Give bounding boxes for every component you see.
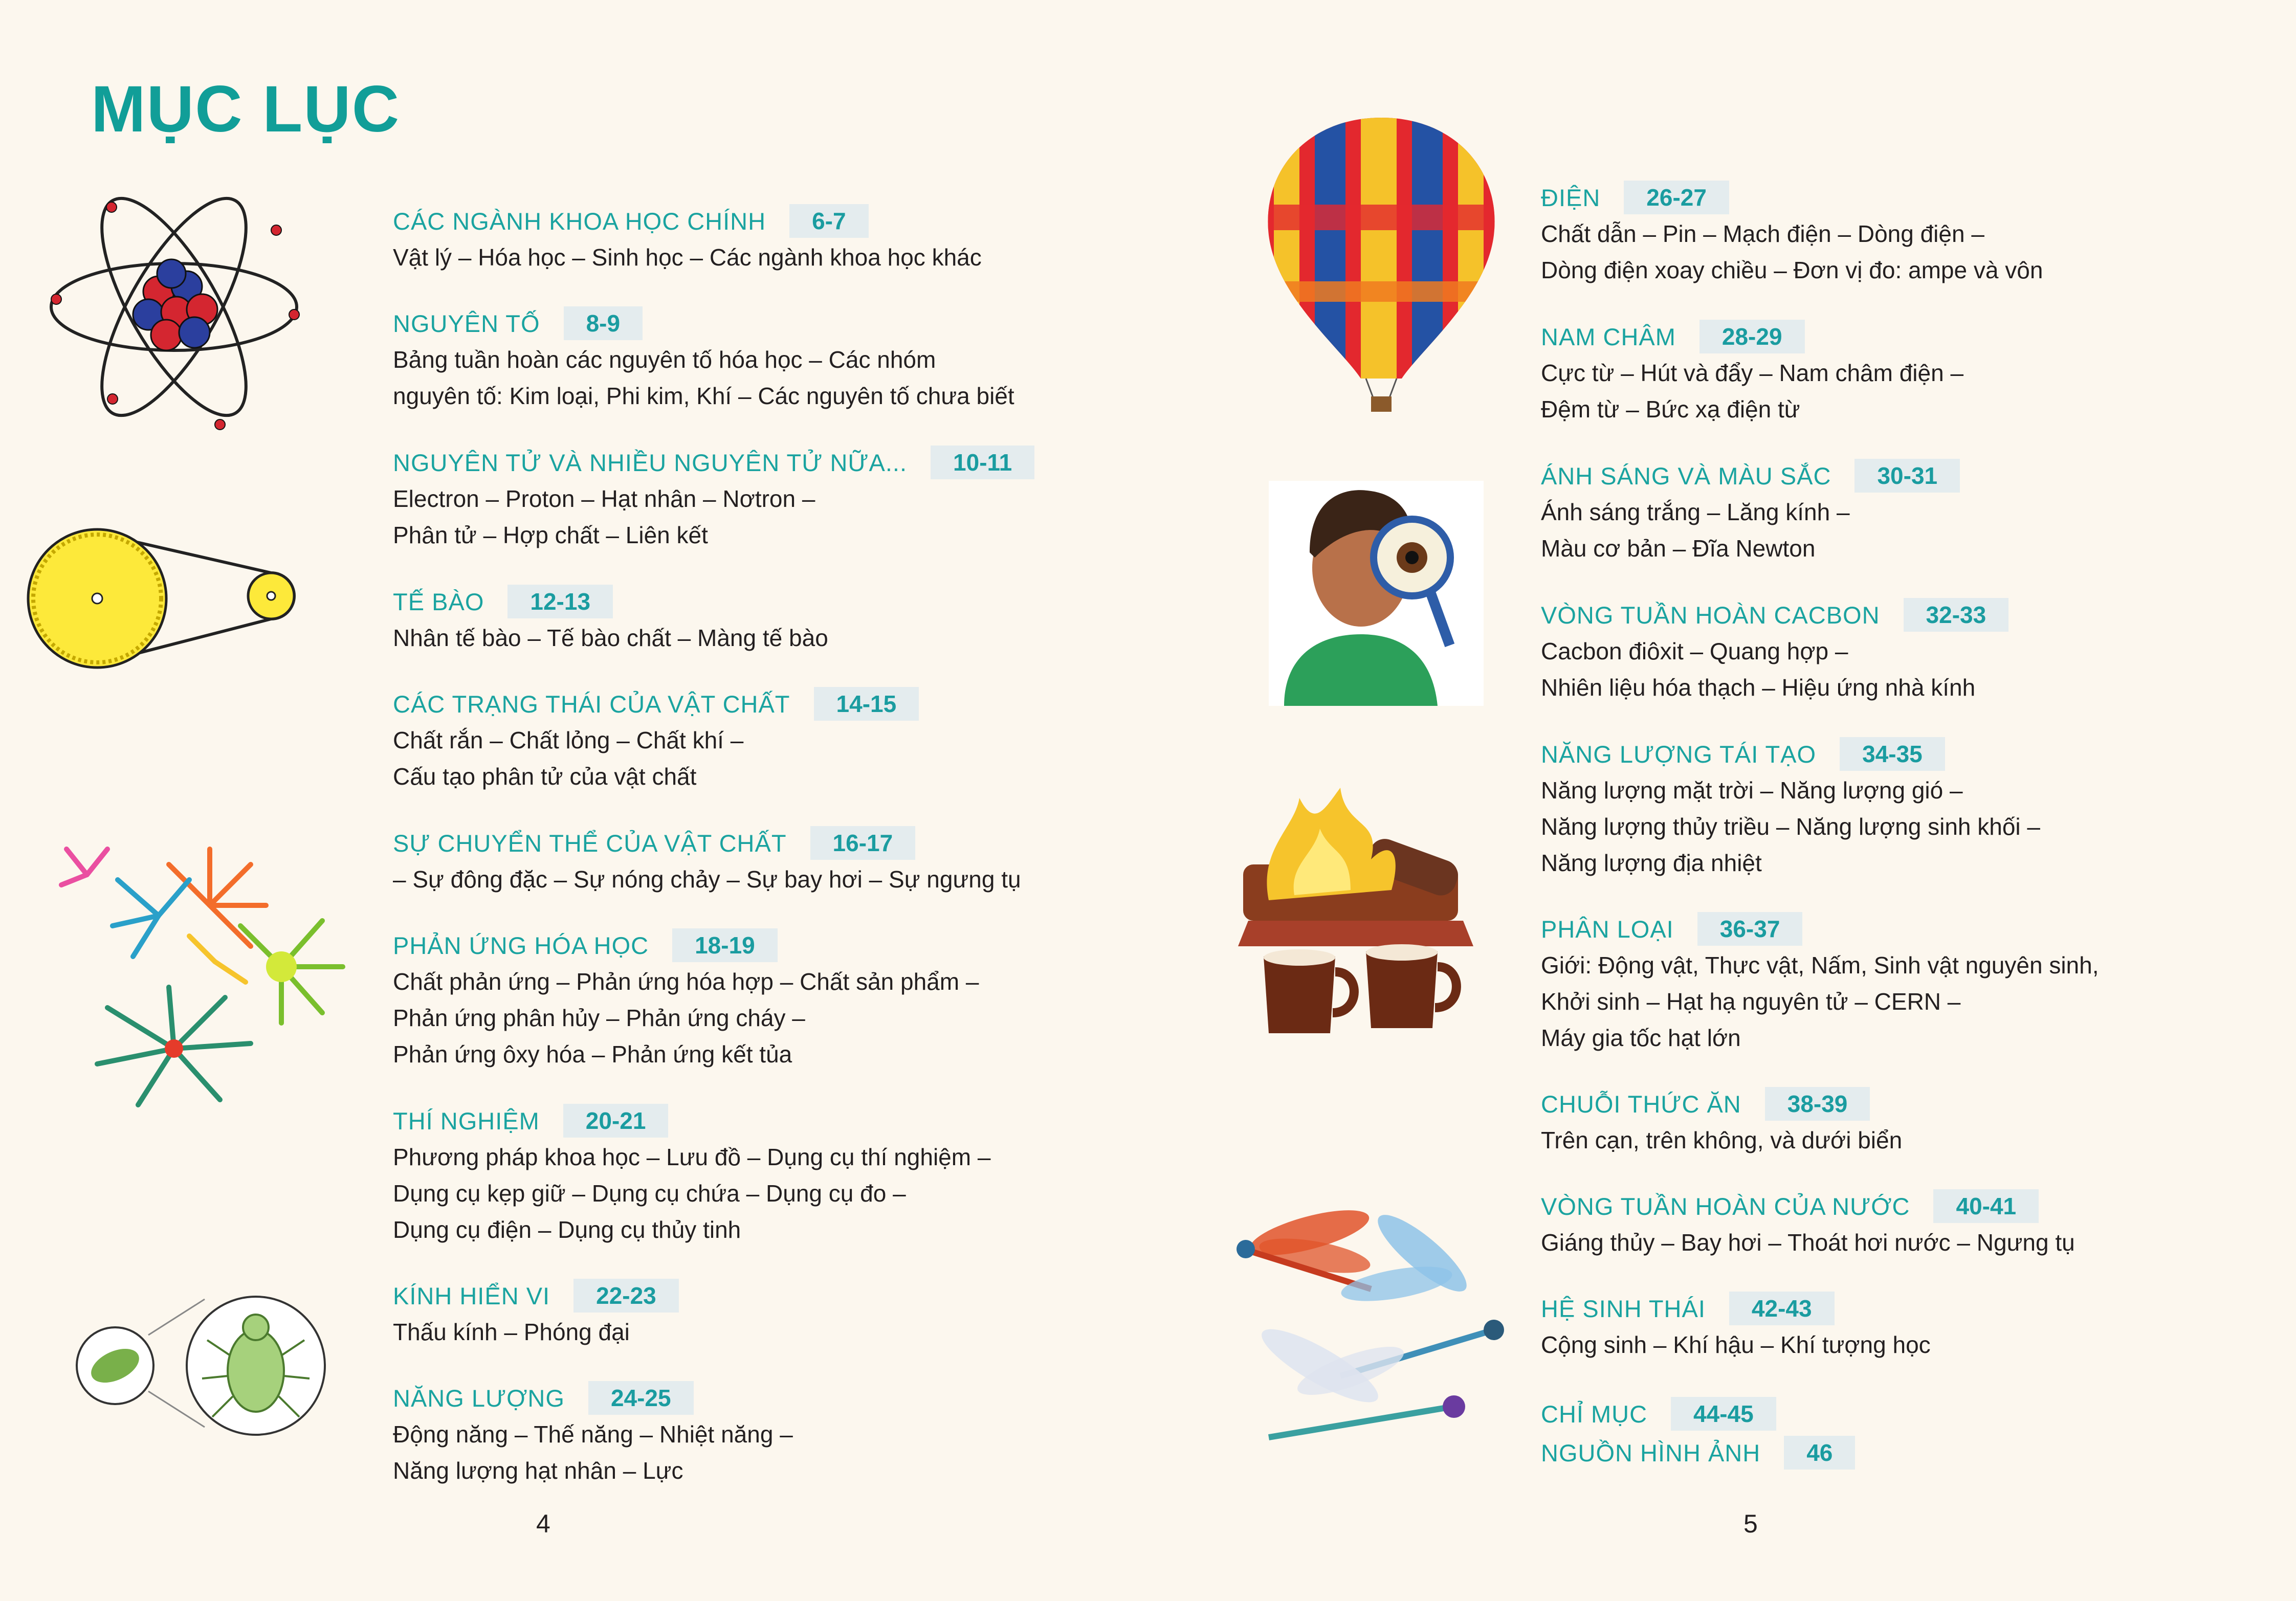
entry-description: Cộng sinh – Khí hậu – Khí tượng học bbox=[1541, 1331, 1931, 1358]
page-range: 42-43 bbox=[1729, 1292, 1835, 1325]
entry-description: Phản ứng phân hủy – Phản ứng cháy – bbox=[393, 1005, 805, 1031]
entry-title: NGUỒN HÌNH ẢNH bbox=[1541, 1439, 1761, 1466]
page-number-left: 4 bbox=[536, 1509, 550, 1538]
toc-entry[interactable] bbox=[393, 1380, 1150, 1489]
entry-description: Cấu tạo phân tử của vật chất bbox=[393, 763, 697, 790]
entry-description: Phương pháp khoa học – Lưu đồ – Dụng cụ thí nghiệm – bbox=[393, 1144, 991, 1170]
toc-entry[interactable] bbox=[393, 927, 1150, 1073]
entry-description: Cacbon điôxit – Quang hợp – bbox=[1541, 638, 1848, 664]
page-range: 12-13 bbox=[507, 585, 613, 618]
entry-title: CÁC NGÀNH KHOA HỌC CHÍNH bbox=[393, 207, 766, 235]
entry-title: NAM CHÂM bbox=[1541, 323, 1676, 350]
page-range: 8-9 bbox=[564, 306, 643, 340]
entry-description: Chất dẫn – Pin – Mạch điện – Dòng điện – bbox=[1541, 220, 1984, 247]
entry-description: Bảng tuần hoàn các nguyên tố hóa học – Các nhóm bbox=[393, 346, 936, 373]
entry-title: SỰ CHUYỂN THỂ CỦA VẬT CHẤT bbox=[393, 829, 787, 857]
toc-entry[interactable] bbox=[1541, 1434, 2296, 1471]
entry-title: NGUYÊN TỐ bbox=[393, 309, 540, 337]
entry-title: HỆ SINH THÁI bbox=[1541, 1295, 1706, 1322]
entry-description: Động năng – Thế năng – Nhiệt năng – bbox=[393, 1421, 793, 1448]
entry-description: Trên cạn, trên không, và dưới biển bbox=[1541, 1127, 1903, 1153]
toc-entry[interactable] bbox=[1541, 1395, 2296, 1432]
toc-entry[interactable] bbox=[393, 444, 1150, 553]
toc-entry[interactable] bbox=[393, 685, 1150, 795]
entry-title: NGUYÊN TỬ VÀ NHIỀU NGUYÊN TỬ NỮA... bbox=[393, 449, 908, 476]
toc-entry[interactable] bbox=[1541, 596, 2296, 706]
entry-description: Vật lý – Hóa học – Sinh học – Các ngành khoa học khác bbox=[393, 244, 982, 271]
entry-description: Phản ứng ôxy hóa – Phản ứng kết tủa bbox=[393, 1041, 792, 1068]
entry-description: Dụng cụ kẹp giữ – Dụng cụ chứa – Dụng cụ đo – bbox=[393, 1180, 906, 1207]
page-range: 18-19 bbox=[672, 928, 778, 962]
atom-illustration bbox=[41, 184, 307, 440]
entry-title: VÒNG TUẦN HOÀN CỦA NƯỚC bbox=[1541, 1192, 1910, 1220]
page-range: 28-29 bbox=[1699, 320, 1805, 353]
toc-entry[interactable] bbox=[393, 203, 1150, 276]
toc-entry[interactable] bbox=[393, 305, 1150, 414]
entry-description: Máy gia tốc hạt lớn bbox=[1541, 1025, 1741, 1051]
hot-air-balloon-illustration bbox=[1259, 113, 1504, 414]
entry-description: Nhân tế bào – Tế bào chất – Màng tế bào bbox=[393, 625, 828, 651]
entry-description: nguyên tố: Kim loại, Phi kim, Khí – Các nguyên tố chưa biết bbox=[393, 383, 1014, 409]
dragonflies-illustration bbox=[1218, 1202, 1504, 1468]
fireworks-illustration bbox=[56, 839, 353, 1110]
entry-title: NĂNG LƯỢNG TÁI TẠO bbox=[1541, 740, 1817, 768]
entry-description: Dòng điện xoay chiều – Đơn vị đo: ampe và vôn bbox=[1541, 257, 2043, 283]
page-range: 40-41 bbox=[1933, 1189, 2039, 1223]
toc-entry[interactable] bbox=[1541, 1188, 2296, 1261]
entry-description: Năng lượng hạt nhân – Lực bbox=[393, 1457, 683, 1484]
page-range: 20-21 bbox=[563, 1104, 669, 1138]
entry-description: Năng lượng mặt trời – Năng lượng gió – bbox=[1541, 777, 1963, 804]
page-number-right: 5 bbox=[1743, 1509, 1758, 1538]
entry-description: Giáng thủy – Bay hơi – Thoát hơi nước – Ngưng tụ bbox=[1541, 1229, 2075, 1256]
toc-entry[interactable] bbox=[1541, 1085, 2296, 1159]
person-with-magnifier-illustration bbox=[1269, 481, 1484, 706]
entry-title: VÒNG TUẦN HOÀN CACBON bbox=[1541, 601, 1880, 629]
entry-description: Chất phản ứng – Phản ứng hóa hợp – Chất sản phẩm – bbox=[393, 968, 979, 995]
toc-entry[interactable] bbox=[1541, 457, 2296, 567]
page-title: MỤC LỤC bbox=[91, 73, 401, 146]
page-range: 32-33 bbox=[1904, 598, 2009, 632]
campfire-mugs-illustration bbox=[1238, 788, 1494, 1043]
entry-description: Đệm từ – Bức xạ điện từ bbox=[1541, 396, 1800, 423]
entry-title: PHẢN ỨNG HÓA HỌC bbox=[393, 931, 649, 959]
page-range: 38-39 bbox=[1765, 1087, 1870, 1121]
gear-belt-illustration bbox=[20, 522, 307, 675]
entry-description: Giới: Động vật, Thực vật, Nấm, Sinh vật nguyên sinh, bbox=[1541, 952, 2099, 979]
page-range: 26-27 bbox=[1624, 181, 1729, 214]
entry-title: TẾ BÀO bbox=[393, 588, 484, 615]
entry-title: ÁNH SÁNG VÀ MÀU SẮC bbox=[1541, 462, 1831, 490]
toc-entry[interactable] bbox=[393, 1102, 1150, 1248]
entry-description: Cực từ – Hút và đẩy – Nam châm điện – bbox=[1541, 360, 1964, 386]
toc-entry[interactable] bbox=[393, 583, 1150, 656]
entry-description: Năng lượng địa nhiệt bbox=[1541, 850, 1762, 876]
toc-entry[interactable] bbox=[1541, 910, 2296, 1056]
entry-description: Electron – Proton – Hạt nhân – Nơtron – bbox=[393, 485, 815, 512]
entry-description: – Sự đông đặc – Sự nóng chảy – Sự bay hơi – Sự ngưng tụ bbox=[393, 866, 1021, 893]
page-range: 44-45 bbox=[1671, 1397, 1776, 1431]
page-range: 34-35 bbox=[1840, 737, 1945, 771]
entry-title: CHUỖI THỨC ĂN bbox=[1541, 1090, 1741, 1118]
entry-description: Năng lượng thủy triều – Năng lượng sinh khối – bbox=[1541, 813, 2041, 840]
toc-entry[interactable] bbox=[1541, 179, 2296, 288]
entry-description: Dụng cụ điện – Dụng cụ thủy tinh bbox=[393, 1216, 741, 1243]
page-range: 24-25 bbox=[588, 1381, 694, 1415]
entry-description: Nhiên liệu hóa thạch – Hiệu ứng nhà kính bbox=[1541, 674, 1976, 701]
page-range: 22-23 bbox=[573, 1279, 679, 1313]
toc-entry[interactable] bbox=[1541, 318, 2296, 428]
page-range: 14-15 bbox=[814, 687, 919, 721]
entry-title: KÍNH HIỂN VI bbox=[393, 1282, 550, 1309]
toc-entry[interactable] bbox=[1541, 1290, 2296, 1363]
entry-description: Thấu kính – Phóng đại bbox=[393, 1319, 630, 1345]
page-range: 30-31 bbox=[1855, 459, 1960, 493]
entry-description: Phân tử – Hợp chất – Liên kết bbox=[393, 522, 708, 548]
entry-description: Chất rắn – Chất lỏng – Chất khí – bbox=[393, 727, 744, 753]
page-range: 16-17 bbox=[810, 826, 916, 860]
entry-title: CÁC TRẠNG THÁI CỦA VẬT CHẤT bbox=[393, 690, 790, 718]
toc-entry[interactable] bbox=[1541, 736, 2296, 881]
entry-title: THÍ NGHIỆM bbox=[393, 1107, 540, 1135]
leaf-microscope-illustration bbox=[72, 1289, 338, 1442]
toc-entry[interactable] bbox=[393, 825, 1150, 898]
page-range: 36-37 bbox=[1697, 912, 1803, 946]
entry-title: ĐIỆN bbox=[1541, 184, 1601, 211]
entry-title: NĂNG LƯỢNG bbox=[393, 1384, 565, 1412]
entry-description: Khởi sinh – Hạt hạ nguyên tử – CERN – bbox=[1541, 988, 1961, 1015]
page-range: 10-11 bbox=[931, 446, 1034, 479]
entry-title: CHỈ MỤC bbox=[1541, 1400, 1648, 1428]
page-range: 6-7 bbox=[789, 204, 868, 238]
page-range: 46 bbox=[1784, 1436, 1855, 1470]
entry-title: PHÂN LOẠI bbox=[1541, 915, 1674, 943]
entry-description: Ánh sáng trắng – Lăng kính – bbox=[1541, 499, 1850, 525]
entry-description: Màu cơ bản – Đĩa Newton bbox=[1541, 535, 1816, 562]
toc-entry[interactable] bbox=[393, 1277, 1150, 1350]
